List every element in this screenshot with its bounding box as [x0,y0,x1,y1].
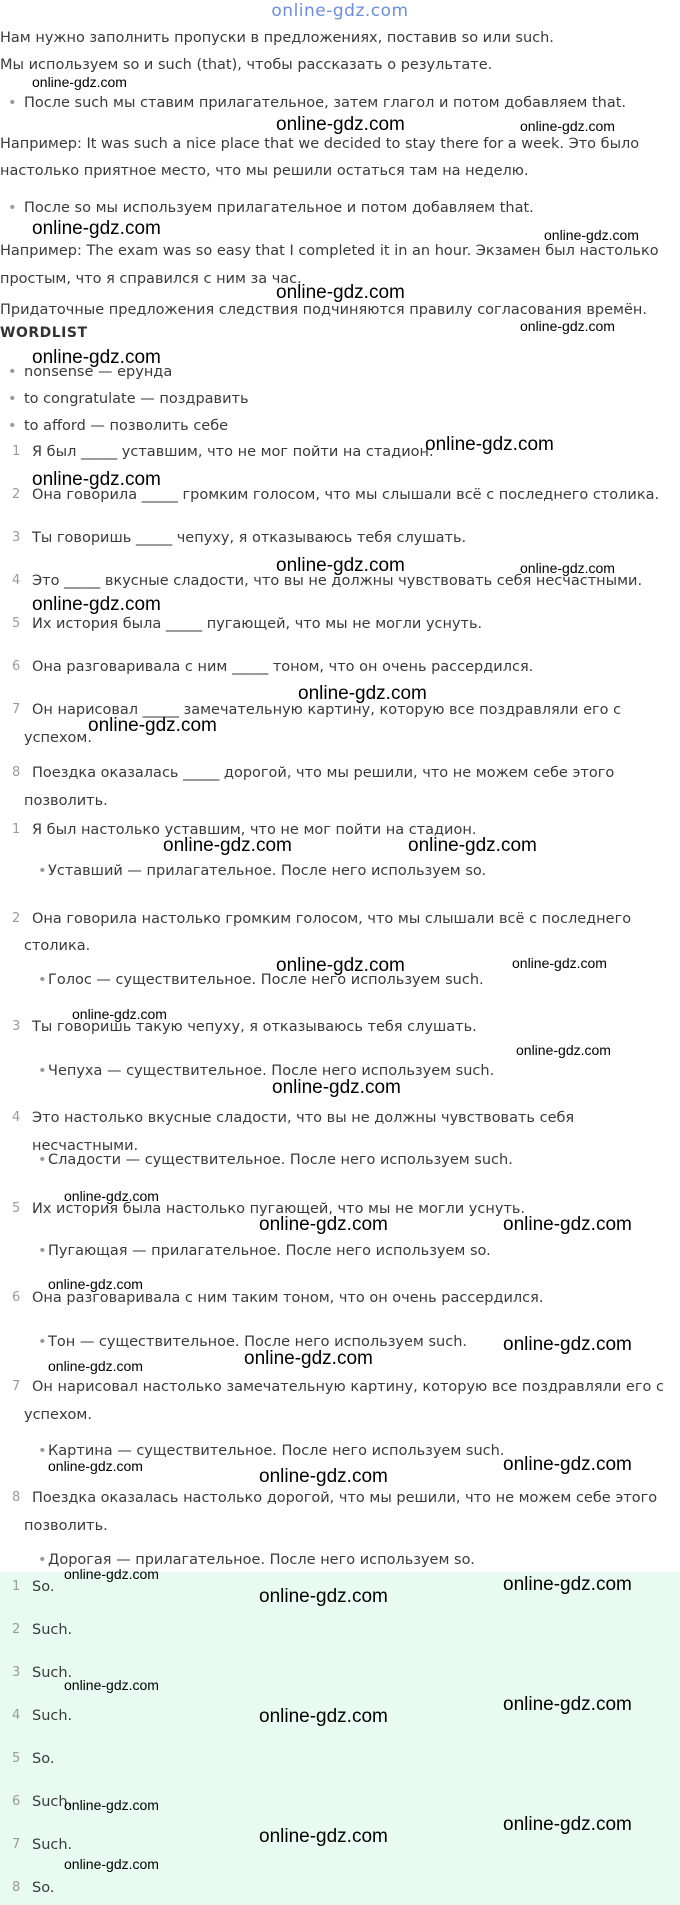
task-sentence-continued: успехом. [24,730,92,746]
watermark: online-gdz.com [276,114,405,135]
answer-number: 6 [12,1794,21,1809]
solution-sentence: Ты говоришь такую чепуху, я отказываюсь тебя слушать. [32,1019,477,1035]
task-number: 5 [12,616,21,631]
solution-note: Тон — существительное. После него используем such. [48,1334,467,1350]
solution-note: Чепуха — существительное. После него используем such. [48,1063,495,1079]
answer-number: 4 [12,1708,21,1723]
task-number: 6 [12,659,21,674]
watermark: online-gdz.com [516,1042,611,1058]
answer-text: Such. [32,1665,73,1681]
solution-number: 4 [12,1110,21,1125]
rule-sequence-of-tenses: Придаточные предложения следствия подчиняются правилу согласования времён. [0,302,647,318]
bullet-icon: • [38,1443,47,1459]
watermark: online-gdz.com [520,318,615,334]
solution-sentence: Поездка оказалась настолько дорогой, что мы решили, что не можем себе этого [32,1490,658,1506]
answer-number: 5 [12,1751,21,1766]
watermark: online-gdz.com [408,835,537,856]
task-sentence: Я был _____ уставшим, что не мог пойти на стадион. [32,444,434,460]
example-so-line2: простым, что я справился с ним за час. [0,271,302,287]
answer-text: Such. [32,1794,73,1810]
watermark: online-gdz.com [32,594,161,615]
bullet-icon: • [8,391,17,407]
task-sentence: Поездка оказалась _____ дорогой, что мы решили, что не можем себе этого [32,765,615,781]
watermark: online-gdz.com [64,1677,159,1693]
solution-sentence: Я был настолько уставшим, что не мог пойти на стадион. [32,822,477,838]
bullet-icon: • [38,1334,47,1350]
watermark: online-gdz.com [272,1077,401,1098]
bullet-icon: • [8,364,17,380]
solution-note: Сладости — существительное. После него используем such. [48,1152,513,1168]
watermark: online-gdz.com [48,1276,143,1292]
rule-text: Мы используем so и such (that), чтобы рассказать о результате. [0,57,493,73]
bullet-icon: • [8,200,17,216]
task-number: 3 [12,530,21,545]
watermark: online-gdz.com [544,227,639,243]
bullet-icon: • [38,1152,47,1168]
watermark: online-gdz.com [298,683,427,704]
wordlist-item: nonsense — ерунда [24,364,173,380]
solution-note: Картина — существительное. После него используем such. [48,1443,505,1459]
example-so-line1: Например: The exam was so easy that I completed it in an hour. Экзамен был настолько [0,243,659,259]
task-number: 1 [12,444,21,459]
watermark: online-gdz.com [259,1586,388,1607]
watermark: online-gdz.com [64,1797,159,1813]
solution-sentence: Это настолько вкусные сладости, что вы не должны чувствовать себя несчастными. [32,1110,575,1154]
answer-text: Such. [32,1708,73,1724]
watermark: online-gdz.com [259,1826,388,1847]
task-sentence: Она разговаривала с ним _____ тоном, что он очень рассердился. [32,659,534,675]
watermark: online-gdz.com [276,555,405,576]
task-sentence: Ты говоришь _____ чепуху, я отказываюсь тебя слушать. [32,530,467,546]
watermark: online-gdz.com [48,1358,143,1374]
example-such-line2: настолько приятное место, что мы решили остаться там на неделю. [0,163,529,179]
bullet-icon: • [38,1552,47,1568]
watermark: online-gdz.com [72,1006,167,1022]
task-number: 4 [12,573,21,588]
watermark: online-gdz.com [259,1214,388,1235]
solution-number: 1 [12,822,21,837]
task-instruction: Нам нужно заполнить пропуски в предложениях, поставив so или such. [0,30,554,46]
solution-number: 6 [12,1290,21,1305]
answer-number: 7 [12,1837,21,1852]
bullet-icon: • [8,418,17,434]
watermark: online-gdz.com [32,74,127,90]
answer-text: So. [32,1579,55,1595]
rule-point-so: После so мы используем прилагательное и потом добавляем that. [24,200,534,216]
solution-note: Пугающая — прилагательное. После него используем so. [48,1243,491,1259]
answer-text: Such. [32,1837,73,1853]
watermark: online-gdz.com [520,118,615,134]
watermark: online-gdz.com [64,1566,159,1582]
task-number: 8 [12,765,21,780]
solution-sentence: Она разговаривала с ним таким тоном, что он очень рассердился. [32,1290,544,1306]
answer-number: 8 [12,1880,21,1895]
watermark: online-gdz.com [259,1706,388,1727]
answer-number: 3 [12,1665,21,1680]
solution-sentence: Она говорила настолько громким голосом, что мы слышали всё с последнего [32,911,632,927]
task-sentence: Это _____ вкусные сладости, что вы не должны чувствовать себя несчастными. [32,573,643,589]
solution-number: 3 [12,1019,21,1034]
task-sentence-continued: позволить. [24,793,108,809]
watermark: online-gdz.com [503,1814,632,1835]
answer-text: So. [32,1751,55,1767]
watermark: online-gdz.com [503,1694,632,1715]
watermark: online-gdz.com [88,715,217,736]
solution-number: 5 [12,1201,21,1216]
watermark: online-gdz.com [163,835,292,856]
solution-sentence: Он нарисовал настолько замечательную картину, которую все поздравляли его с [32,1379,664,1395]
solution-note: Уставший — прилагательное. После него используем so. [48,863,487,879]
watermark: online-gdz.com [48,1458,143,1474]
watermark: online-gdz.com [503,1334,632,1355]
wordlist-title: WORDLIST [0,325,88,341]
answer-text: So. [32,1880,55,1896]
watermark: online-gdz.com [244,1348,373,1369]
bullet-icon: • [38,1063,47,1079]
watermark: online-gdz.com [503,1574,632,1595]
rule-point-such: После such мы ставим прилагательное, затем глагол и потом добавляем that. [24,95,626,111]
watermark: online-gdz.com [512,955,607,971]
solution-number: 7 [12,1379,21,1394]
watermark: online-gdz.com [503,1454,632,1475]
watermark: online-gdz.com [259,1466,388,1487]
task-number: 2 [12,487,21,502]
bullet-icon: • [38,863,47,879]
watermark: online-gdz.com [64,1856,159,1872]
solution-number: 8 [12,1490,21,1505]
answer-number: 2 [12,1622,21,1637]
watermark: online-gdz.com [32,347,161,368]
solution-sentence-continued: столика. [24,938,91,954]
watermark: online-gdz.com [520,560,615,576]
task-number: 7 [12,702,21,717]
task-sentence: Их история была _____ пугающей, что мы не могли уснуть. [32,616,483,632]
example-such-line1: Например: It was such a nice place that we decided to stay there for a week. Это было [0,136,640,152]
bullet-icon: • [38,972,47,988]
answer-number: 1 [12,1579,21,1594]
solution-sentence: Их история была настолько пугающей, что мы не могли уснуть. [32,1201,526,1217]
watermark: online-gdz.com [276,955,405,976]
watermark: online-gdz.com [503,1214,632,1235]
watermark: online-gdz.com [276,282,405,303]
bullet-icon: • [8,95,17,111]
solution-sentence-continued: позволить. [24,1518,108,1534]
site-header-logo: online-gdz.com [271,1,409,21]
solution-number: 2 [12,911,21,926]
solution-note: Дорогая — прилагательное. После него используем so. [48,1552,475,1568]
watermark: online-gdz.com [32,218,161,239]
bullet-icon: • [38,1243,47,1259]
wordlist-item: to afford — позволить себе [24,418,229,434]
watermark: online-gdz.com [425,434,554,455]
task-sentence: Он нарисовал _____ замечательную картину, которую все поздравляли его с [32,702,622,718]
watermark: online-gdz.com [64,1188,159,1204]
task-sentence: Она говорила _____ громким голосом, что мы слышали всё с последнего столика. [32,487,660,503]
answer-text: Such. [32,1622,73,1638]
solution-note: Голос — существительное. После него используем such. [48,972,484,988]
solution-sentence-continued: успехом. [24,1407,92,1423]
wordlist-item: to congratulate — поздравить [24,391,249,407]
watermark: online-gdz.com [32,469,161,490]
